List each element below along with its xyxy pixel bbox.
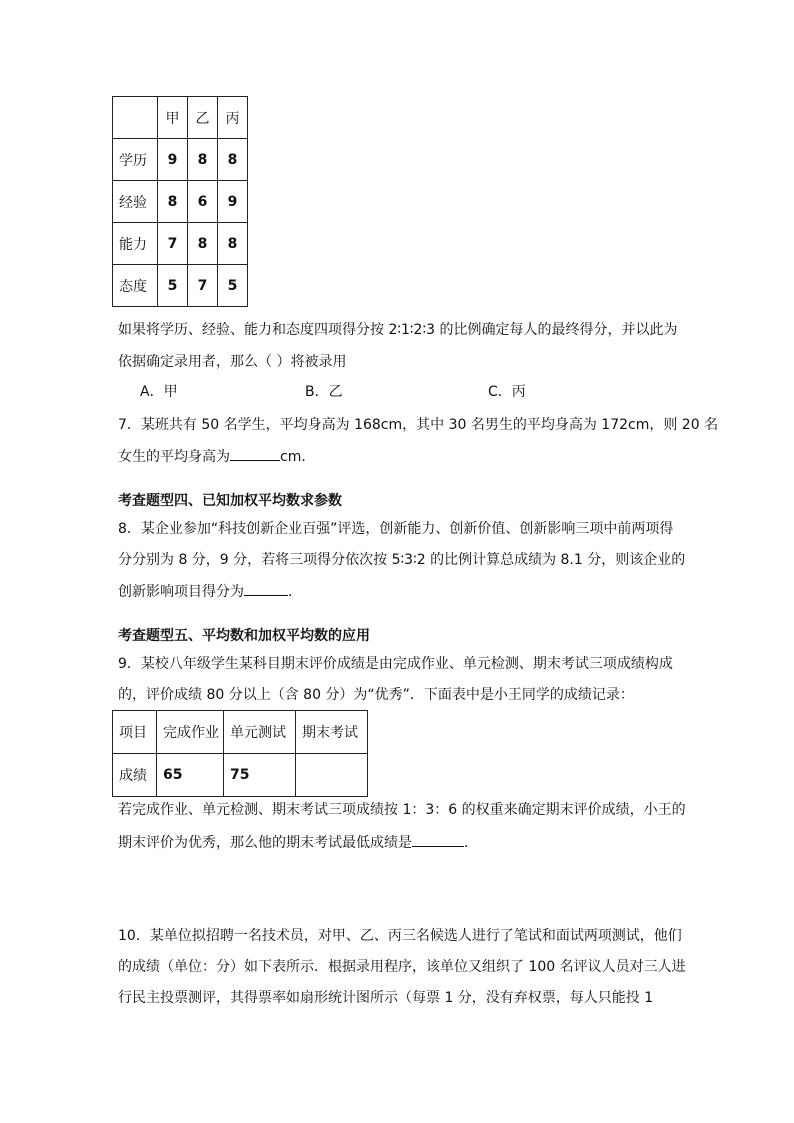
row-label: 学历 xyxy=(113,139,158,181)
q10-text-line3: 行民主投票测评，其得票率如扇形统计图所示（每票 1 分，没有弃权票，每人只能投 1 xyxy=(118,990,654,1006)
table-row xyxy=(113,181,248,223)
table-header-cell: 丙 xyxy=(218,97,248,139)
q8-text-pre: 创新影响项目得分为 xyxy=(118,584,244,600)
q8-text-line2: 分分别为 8 分，9 分，若将三项得分依次按 5∶3∶2 的比例计算总成绩为 8.1 分，则该企业的 xyxy=(118,552,686,568)
table-cell: 65 xyxy=(157,754,224,797)
table-row xyxy=(113,139,248,181)
q8-text-post: ． xyxy=(288,584,302,600)
table-cell: 75 xyxy=(224,754,296,797)
table-header-row xyxy=(113,711,368,754)
q9-text-line2: 的，评价成绩 80 分以上（含 80 分）为“优秀”．下面表中是小王同学的成绩记录： xyxy=(118,687,634,703)
table-cell: 9 xyxy=(218,181,248,223)
section-heading-5: 考查题型五、平均数和加权平均数的应用 xyxy=(118,628,370,644)
answer-blank xyxy=(244,581,288,596)
table-cell: 8 xyxy=(188,223,218,265)
answer-blank xyxy=(230,446,280,461)
q7-text-pre: 女生的平均身高为 xyxy=(118,449,230,465)
table-row xyxy=(113,754,368,797)
table-header-cell: 甲 xyxy=(158,97,188,139)
q9-text-line1: 9．某校八年级学生某科目期末评价成绩是由完成作业、单元检测、期末考试三项成绩构成 xyxy=(118,656,673,672)
q8-text-line1: 8．某企业参加“科技创新企业百强”评选，创新能力、创新价值、创新影响三项中前两项得 xyxy=(118,521,674,537)
table-header-cell xyxy=(113,97,158,139)
q10-text-line1: 10．某单位拟招聘一名技术员，对甲、乙、丙三名候选人进行了笔试和面试两项测试，他们 xyxy=(118,928,682,944)
q9-text-line3: 若完成作业、单元检测、期末考试三项成绩按 1：3：6 的权重来确定期末评价成绩，小王的 xyxy=(118,802,686,818)
table-cell: 6 xyxy=(188,181,218,223)
table-header-cell: 完成作业 xyxy=(157,711,224,754)
row-label: 成绩 xyxy=(113,754,157,797)
table-cell: 9 xyxy=(158,139,188,181)
q6-option-a: A．甲 xyxy=(140,384,178,400)
q7-text-line2 xyxy=(118,446,315,467)
table-cell: 8 xyxy=(218,223,248,265)
table-cell: 5 xyxy=(218,265,248,307)
table-cell: 5 xyxy=(158,265,188,307)
table-header-row xyxy=(113,97,248,139)
table-cell: 8 xyxy=(218,139,248,181)
q9-text-line4 xyxy=(118,832,478,853)
table-cell: 8 xyxy=(158,181,188,223)
row-label: 态度 xyxy=(113,265,158,307)
score-table-candidates xyxy=(112,96,248,307)
q9-text-post: ． xyxy=(464,835,478,851)
score-table-xiaowang xyxy=(112,710,368,797)
table-row xyxy=(113,265,248,307)
q6-text-line2: 依据确定录用者，那么（ ）将被录用 xyxy=(118,354,347,370)
table-header-cell: 期末考试 xyxy=(296,711,368,754)
answer-blank xyxy=(412,832,464,847)
row-label: 经验 xyxy=(113,181,158,223)
section-heading-4: 考查题型四、已知加权平均数求参数 xyxy=(118,493,342,509)
q7-text-line1: 7．某班共有 50 名学生，平均身高为 168cm，其中 30 名男生的平均身高为 172cm，则 20 名 xyxy=(118,417,719,433)
q10-text-line2: 的成绩（单位：分）如下表所示．根据录用程序，该单位又组织了 100 名评议人员对三人进 xyxy=(118,959,686,975)
table-cell xyxy=(296,754,368,797)
row-label: 能力 xyxy=(113,223,158,265)
table-header-cell: 项目 xyxy=(113,711,157,754)
q8-text-line3 xyxy=(118,581,302,602)
q7-text-post: cm． xyxy=(280,449,316,465)
q6-text-line1: 如果将学历、经验、能力和态度四项得分按 2∶1∶2∶3 的比例确定每人的最终得分，并以此为 xyxy=(118,322,678,338)
table-cell: 7 xyxy=(158,223,188,265)
q6-option-c: C．丙 xyxy=(488,384,526,400)
table-header-cell: 单元测试 xyxy=(224,711,296,754)
table-row xyxy=(113,223,248,265)
table-cell: 7 xyxy=(188,265,218,307)
q9-text-pre: 期末评价为优秀，那么他的期末考试最低成绩是 xyxy=(118,835,412,851)
q6-option-b: B．乙 xyxy=(305,384,343,400)
table-header-cell: 乙 xyxy=(188,97,218,139)
table-cell: 8 xyxy=(188,139,218,181)
